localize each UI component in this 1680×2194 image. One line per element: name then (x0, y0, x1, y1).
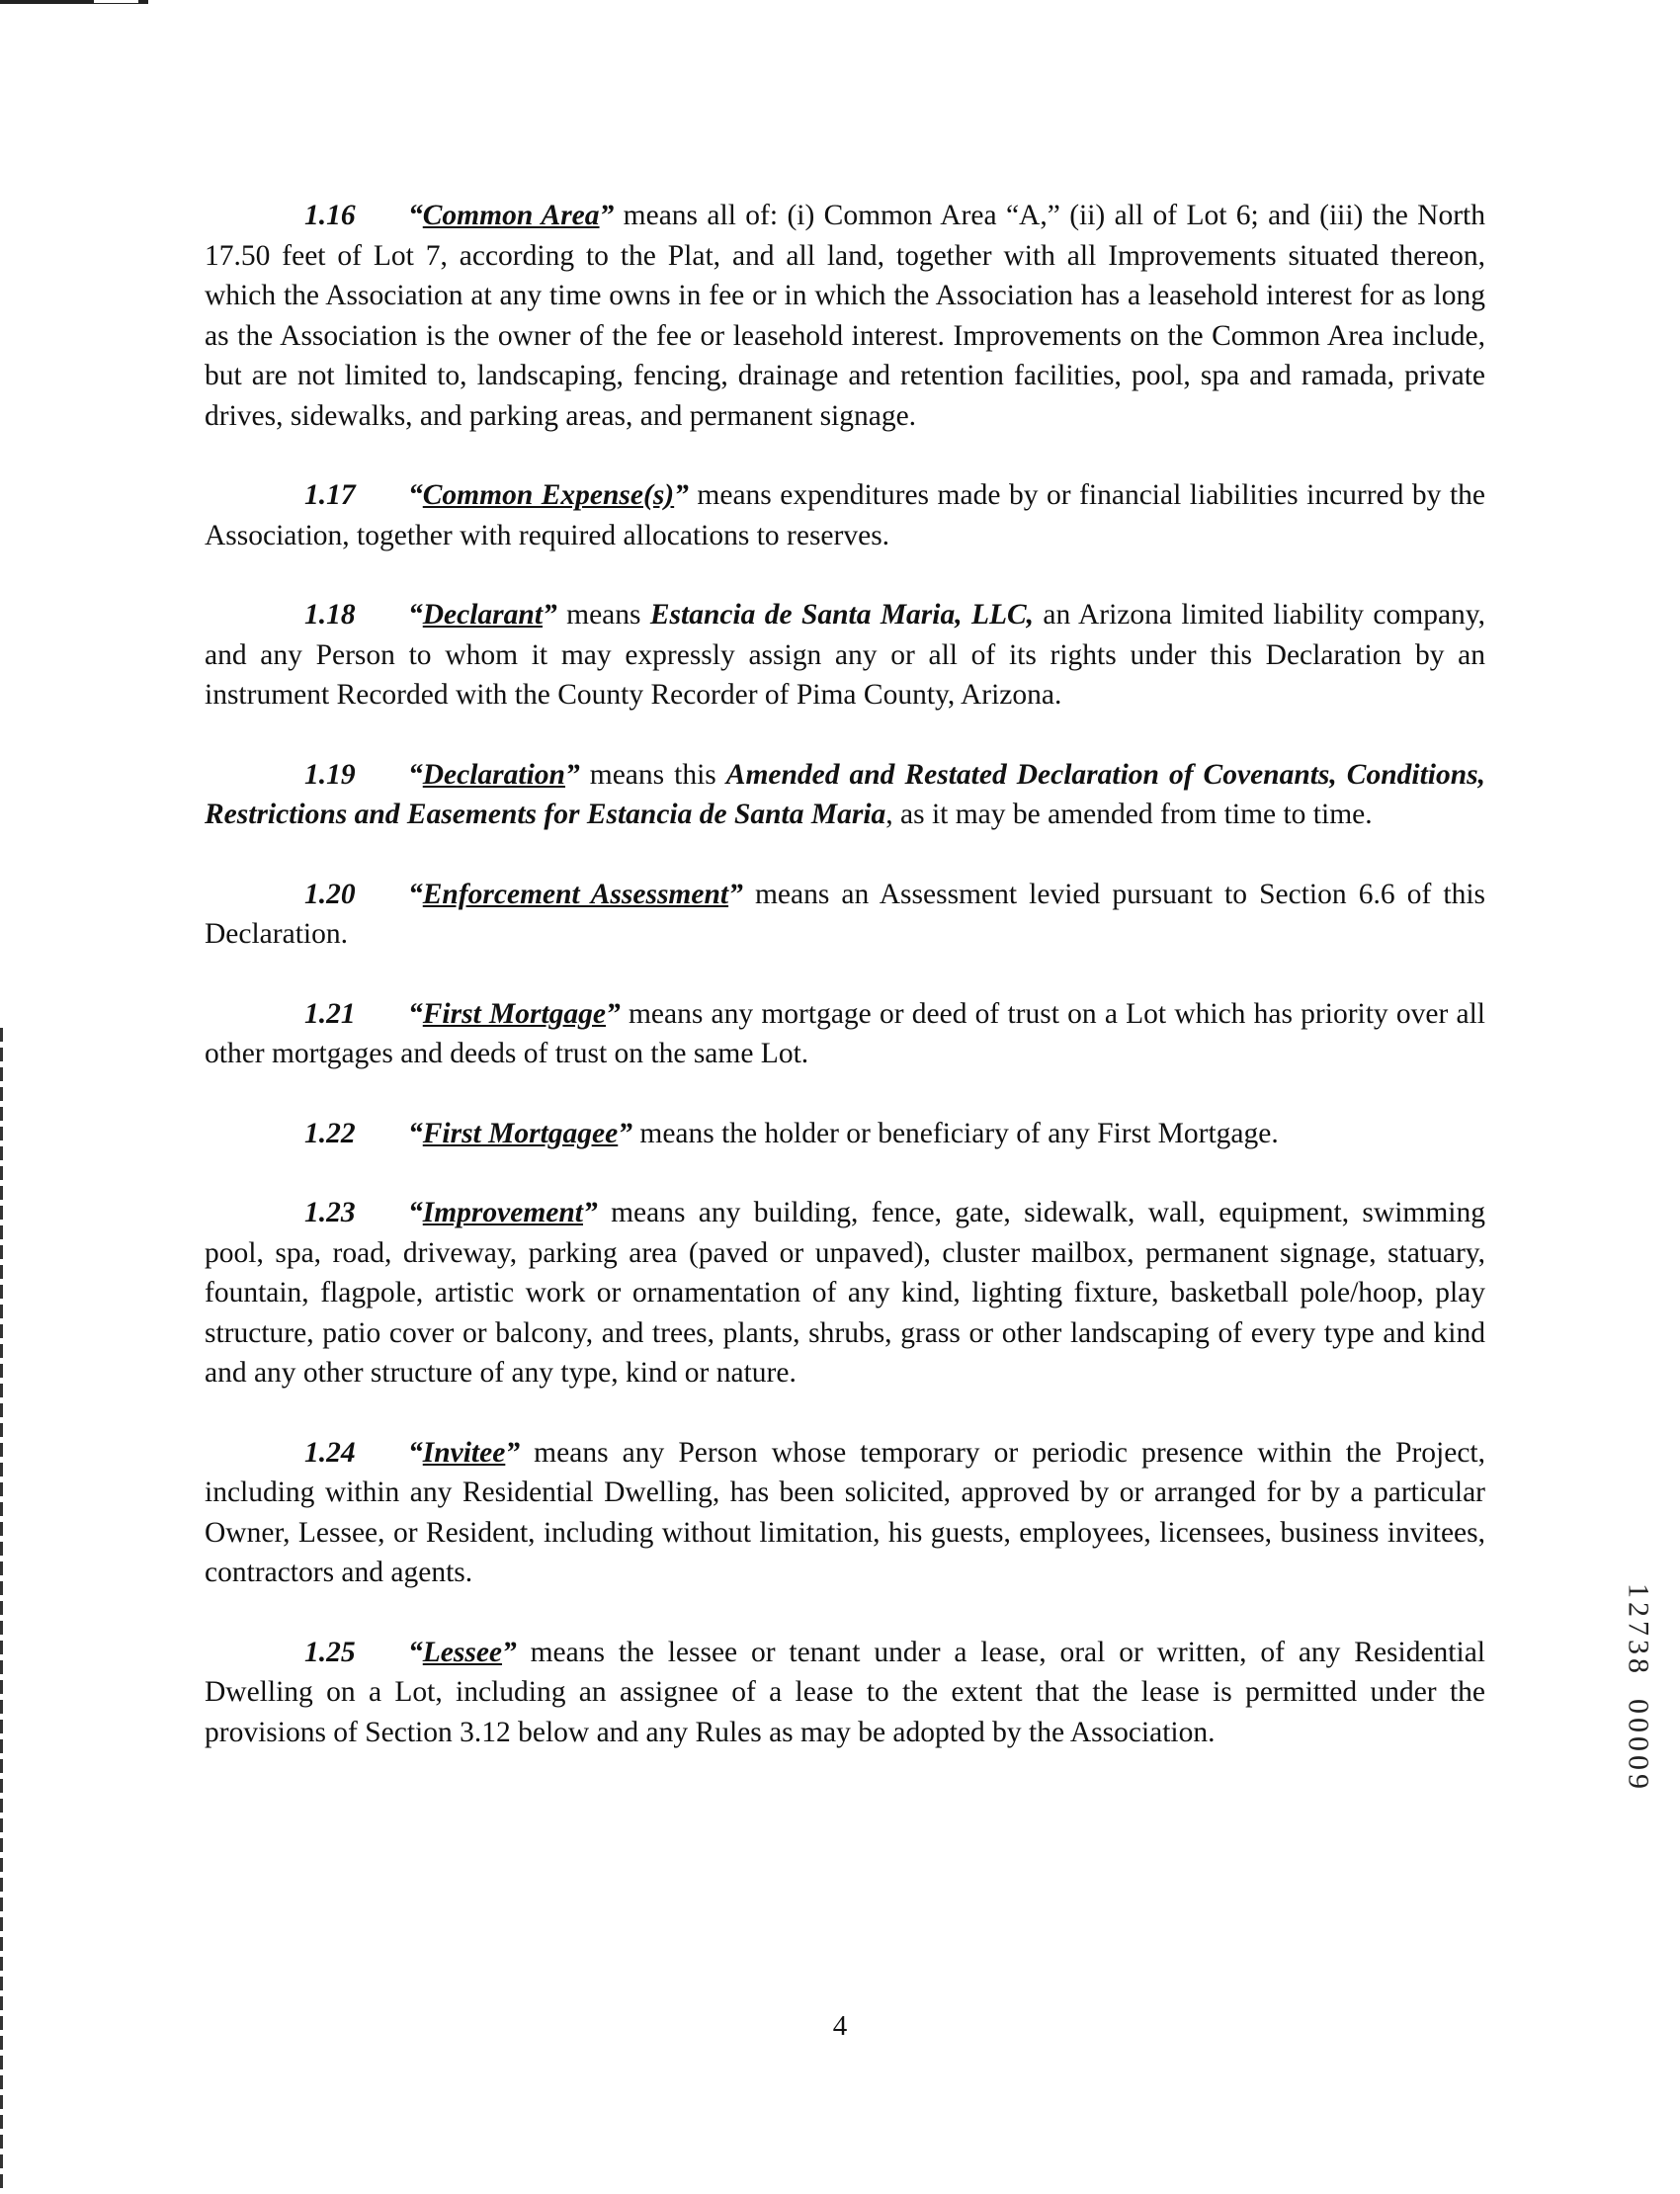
section-text: means any Person whose temporary or periodic presence within the Project, including within any Residential Dwelling, has been solicited, approved by or arranged for by a particular Owner, Lessee, or Resident, including without limitation, his guests, employees, licensees, business invitees, contractors and agents. (205, 1436, 1485, 1588)
section-1-18: 1.18 “Declarant” means Estancia de Santa Maria, LLC, an Arizona limited liability company, and any Person to whom it may expressly assign any or all of its rights under this Declaration by an instrument Recorded with the County Recorder of Pima County, Arizona. (205, 595, 1485, 716)
section-text: means the holder or beneficiary of any First Mortgage. (632, 1117, 1279, 1149)
defined-term: Lessee (422, 1636, 503, 1668)
stamp-digit: 0 (1622, 1718, 1655, 1732)
stamp-digit: 0 (1622, 1755, 1655, 1770)
section-text: means all of: (i) Common Area “A,” (ii) all of Lot 6; and (iii) the North 17.50 feet of Lot 7, according to the Plat, and all land, together with all Improvements situated thereon, which the Association at any time owns in fee or in which the Association has a leasehold interest for as long as the Association is the owner of the fee or leasehold interest. Improvements on the Common Area include, but are not limited to, landscaping, fencing, drainage and retention facilities, pool, spa and ramada, private drives, sidewalks, and parking areas, and permanent signage. (205, 200, 1485, 432)
section-1-19: 1.19 “Declaration” means this Amended and Restated Declaration of Covenants, Conditions, Restrictions and Easements for Estancia de Santa Maria, as it may be amended from time to time. (205, 755, 1485, 835)
defined-term: Enforcement Assessment (422, 878, 729, 910)
defined-term: First Mortgagee (422, 1117, 619, 1149)
section-1-16: 1.16 “Common Area” means all of: (i) Common Area “A,” (ii) all of Lot 6; and (iii) the North 17.50 feet of Lot 7, according to the Plat, and all land, together with all Improvements situated thereon, which the Association at any time owns in fee or in which the Association has a leasehold interest for as long as the Association is the owner of the fee or leasehold interest. Improvements on the Common Area include, but are not limited to, landscaping, fencing, drainage and retention facilities, pool, spa and ramada, private drives, sidewalks, and parking areas, and permanent signage. (205, 196, 1485, 436)
section-1-24: 1.24 “Invitee” means any Person whose temporary or periodic presence within the Project, including within any Residential Dwelling, has been solicited, approved by or arranged for by a particular Owner, Lessee, or Resident, including without limitation, his guests, employees, licensees, business invitees, contractors and agents. (205, 1433, 1485, 1593)
section-text: an Arizona limited liability company, and any Person to whom it may expressly assign any or all of its rights under this Declaration by an instrument Recorded with the County Recorder of Pima County, Arizona. (205, 599, 1485, 711)
section-number: 1.16 (304, 200, 356, 231)
section-number: 1.20 (304, 878, 356, 910)
section-1-25: 1.25 “Lessee” means the lessee or tenant under a lease, oral or written, of any Residential Dwelling on a Lot, including an assignee of a lease to the extent that the lease is permitted under the provisions of Section 3.12 below and any Rules as may be adopted by the Association. (205, 1633, 1485, 1753)
section-text: means any building, fence, gate, sidewalk, wall, equipment, swimming pool, spa, road, driveway, parking area (paved or unpaved), cluster mailbox, permanent signage, statuary, fountain, flagpole, artistic work or ornamentation of any kind, lighting fixture, basketball pole/hoop, play structure, patio cover or balcony, and trees, plants, shrubs, grass or other landscaping of every type and kind and any other structure of any type, kind or nature. (205, 1197, 1485, 1389)
defined-term: Invitee (422, 1436, 506, 1469)
stamp-digit: 8 (1622, 1658, 1655, 1673)
section-text: means expenditures made by or financial liabilities incurred by the Association, together with required allocations to reserves. (205, 479, 1485, 551)
section-1-22: 1.22 “First Mortgagee” means the holder or beneficiary of any First Mortgage. (205, 1114, 1485, 1154)
page-number: 4 (832, 2010, 848, 2042)
stamp-digit: 7 (1622, 1621, 1655, 1636)
section-text: means (556, 599, 650, 631)
stamp-digit: 1 (1622, 1583, 1655, 1598)
defined-term: First Mortgage (422, 997, 606, 1030)
defined-term: Improvement (422, 1197, 583, 1228)
section-1-17: 1.17 “Common Expense(s)” means expenditures made by or financial liabilities incurred by the Association, together with required allocations to reserves. (205, 475, 1485, 555)
defined-term: Declarant (422, 599, 544, 631)
section-number: 1.19 (304, 758, 356, 791)
recording-stamp (1624, 1581, 1653, 1791)
stamp-digit: 0 (1622, 1736, 1655, 1751)
section-number: 1.17 (304, 479, 356, 511)
section-number: 1.23 (304, 1197, 356, 1228)
section-text: means an Assessment levied pursuant to Section 6.6 of this Declaration. (205, 878, 1485, 950)
section-text: means this (579, 758, 726, 791)
stamp-digit: 3 (1622, 1640, 1655, 1654)
stamp-digit: 2 (1622, 1602, 1655, 1617)
section-1-21: 1.21 “First Mortgage” means any mortgage or deed of trust on a Lot which has priority over all other mortgages and deeds of trust on the same Lot. (205, 994, 1485, 1074)
section-text: , as it may be amended from time to time. (885, 799, 1373, 830)
document-body (205, 196, 1485, 1792)
section-number: 1.22 (304, 1117, 356, 1149)
section-1-23: 1.23 “Improvement” means any building, fence, gate, sidewalk, wall, equipment, swimming pool, spa, road, driveway, parking area (paved or unpaved), cluster mailbox, permanent signage, statuary, fountain, flagpole, artistic work or ornamentation of any kind, lighting fixture, basketball pole/hoop, play structure, patio cover or balcony, and trees, plants, shrubs, grass or other landscaping of every type and kind and any other structure of any type, kind or nature. (205, 1193, 1485, 1393)
section-number: 1.18 (304, 599, 356, 631)
document-title: Amended and Restated Declaration of Covenants, Conditions, Restrictions and Easements for Estancia de Santa Maria (205, 758, 1485, 830)
entity-name: Estancia de Santa Maria, LLC, (649, 599, 1035, 631)
section-number: 1.21 (304, 997, 356, 1030)
section-text: means the lessee or tenant under a lease, oral or written, of any Residential Dwelling on a Lot, including an assignee of a lease to the extent that the lease is permitted under the provisions of Section 3.12 below and any Rules as may be adopted by the Association. (205, 1636, 1485, 1748)
stamp-digit: 0 (1622, 1699, 1655, 1714)
section-text: means any mortgage or deed of trust on a Lot which has priority over all other mortgages and deeds of trust on the same Lot. (205, 997, 1485, 1069)
defined-term: Declaration (422, 758, 565, 791)
section-number: 1.25 (304, 1636, 356, 1668)
defined-term: Common Expense(s) (422, 479, 675, 511)
defined-term: Common Area (422, 200, 600, 231)
scan-mark-gap (94, 0, 138, 3)
section-1-20: 1.20 “Enforcement Assessment” means an Assessment levied pursuant to Section 6.6 of this Declaration. (205, 875, 1485, 955)
stamp-digit: 9 (1622, 1774, 1655, 1789)
section-number: 1.24 (304, 1436, 356, 1469)
